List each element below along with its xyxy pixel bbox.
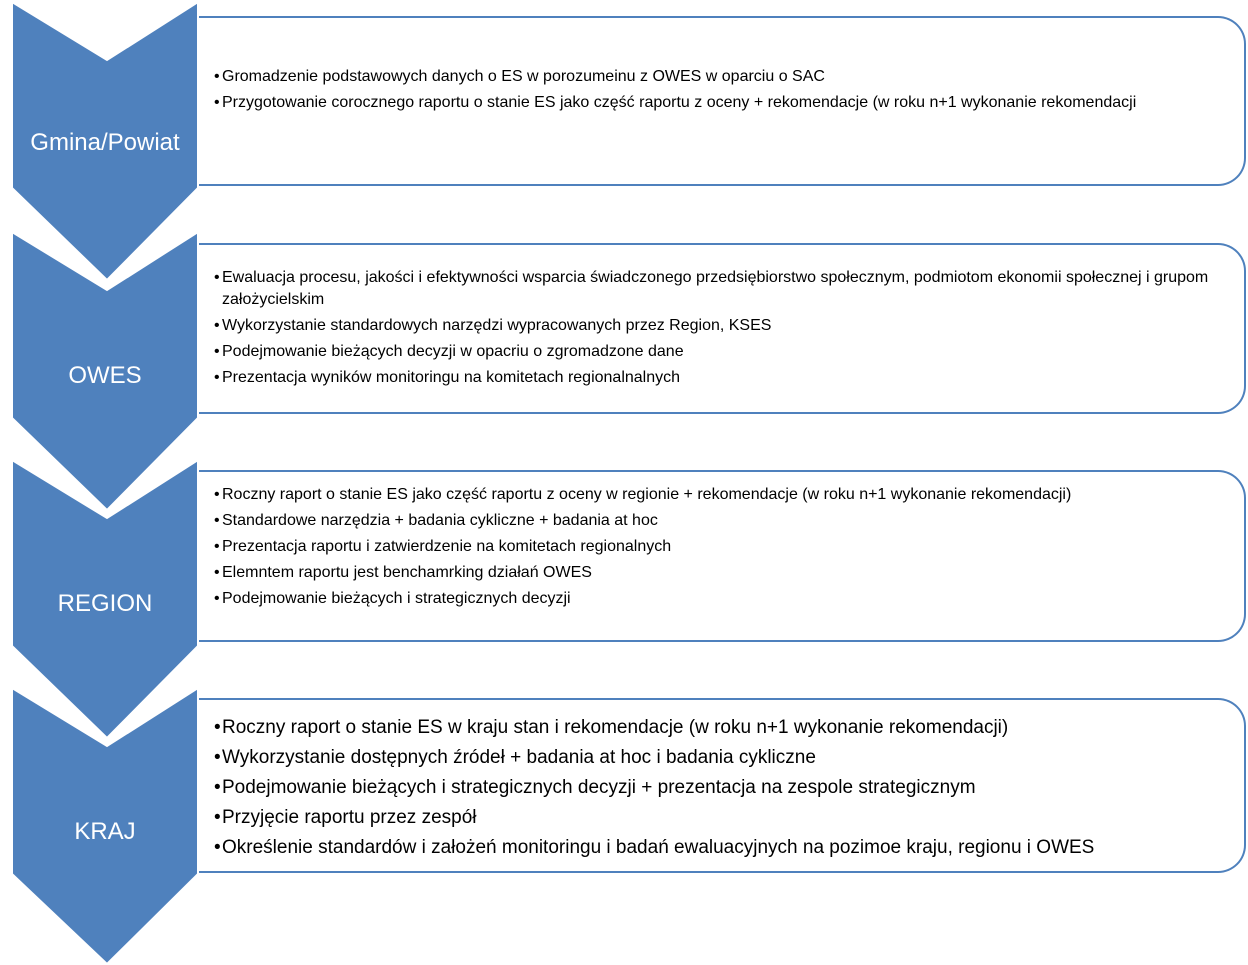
bullet-item: • Prezentacja wyników monitoringu na komitetach regionalnalnych — [214, 367, 1224, 389]
level-box-region — [198, 470, 1246, 642]
level-label-region: REGION — [57, 590, 153, 617]
bullet-item: • Określenie standardów i założeń monitoringu i badań ewaluacyjnych na pozimoe kraju, regionu i OWES — [214, 836, 1224, 860]
level-label-owes: OWES — [68, 362, 142, 389]
bullet-item: • Podejmowanie bieżących i strategicznych decyzji + prezentacja na zespole strategicznym — [214, 776, 1224, 800]
bullet-item: • Ewaluacja procesu, jakości i efektywności wsparcia świadczonego przedsiębiorstwo społecznym, podmiotom ekonomii społecznej i grupom założycielskim — [214, 267, 1224, 311]
bullet-list — [214, 267, 1224, 389]
chevron-kraj — [0, 686, 220, 965]
bullet-item: • Wykorzystanie dostępnych źródeł + badania at hoc i badania cykliczne — [214, 746, 1224, 770]
level-box-gmina-powiat — [198, 16, 1246, 186]
bullet-item: • Podejmowanie bieżących i strategicznych decyzji — [214, 588, 1224, 610]
bullet-item: • Standardowe narzędzia + badania cykliczne + badania at hoc — [214, 510, 1224, 532]
bullet-item: • Roczny raport o stanie ES w kraju stan i rekomendacje (w roku n+1 wykonanie rekomendacji) — [214, 716, 1224, 740]
bullet-list — [214, 66, 1224, 114]
bullet-list — [214, 716, 1224, 860]
bullet-item: • Przyjęcie raportu przez zespół — [214, 806, 1224, 830]
bullet-list — [214, 484, 1224, 610]
level-label-kraj: KRAJ — [74, 818, 136, 845]
level-box-owes — [198, 243, 1246, 414]
bullet-item: • Elemntem raportu jest benchamrking działań OWES — [214, 562, 1224, 584]
bullet-item: • Wykorzystanie standardowych narzędzi wypracowanych przez Region, KSES — [214, 315, 1224, 337]
bullet-item: • Podejmowanie bieżących decyzji w opacriu o zgromadzone dane — [214, 341, 1224, 363]
bullet-item: • Przygotowanie corocznego raportu o stanie ES jako część raportu z oceny + rekomendacje (w roku n+1 wykonanie rekomendacji — [214, 92, 1224, 114]
bullet-item: • Gromadzenie podstawowych danych o ES w porozumeinu z OWES w oparciu o SAC — [214, 66, 1224, 88]
level-box-kraj — [198, 698, 1246, 873]
level-label-gmina-powiat: Gmina/Powiat — [30, 129, 180, 156]
bullet-item: • Roczny raport o stanie ES jako część raportu z oceny w regionie + rekomendacje (w roku n+1 wykonanie rekomendacji) — [214, 484, 1224, 506]
bullet-item: • Prezentacja raportu i zatwierdzenie na komitetach regionalnych — [214, 536, 1224, 558]
